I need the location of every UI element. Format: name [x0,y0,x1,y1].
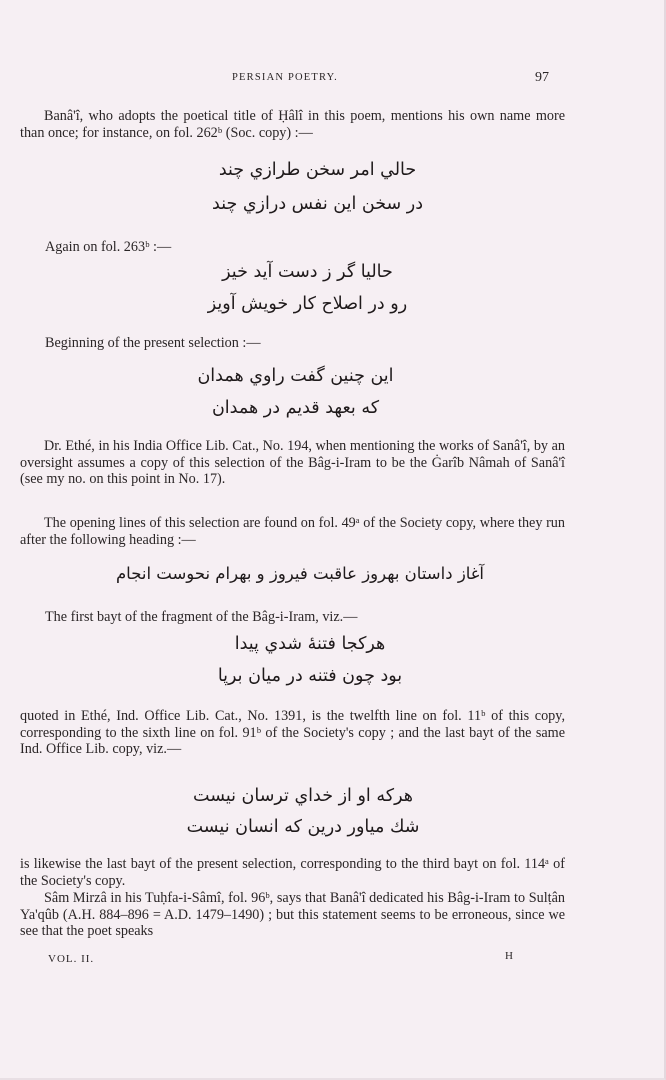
paragraph-hali: Banâ'î, who adopts the poetical title of Ḥâlî in this poem, mentions his own name more than once; for instance, on fol. 262ᵇ (Soc. copy) :— [20,108,565,141]
persian-verse-6b: شك مياور درين که انسان نيست [186,817,420,837]
page-number: 97 [535,70,549,85]
persian-verse-5b: بود چون فتنه در ميان برپا [217,666,403,686]
persian-verse-2b: رو در اصلاح کار خويش آويز [207,294,408,314]
persian-verse-5a: هرکجا فتنهٔ شدي پيدا [234,634,386,654]
paragraph-ethe: Dr. Ethé, in his India Office Lib. Cat., No. 194, when mentioning the works of Sanâ'î, by an oversight assumes a copy of this selection of the Bâg-i-Iram to be the Ġarîb Nâmah of Sanâ'î (see my no. on this point in No. 17). [20,438,565,487]
persian-verse-3b: که بعهد قديم در همدان [211,398,380,418]
persian-verse-1b: در سخن اين نفس درازي چند [212,194,423,214]
persian-verse-1a: حالي امر سخن طرازي چند [218,160,417,180]
label-beginning: Beginning of the present selection :— [45,335,261,351]
paragraph-likewise: is likewise the last bayt of the present selection, corresponding to the third bayt on fol. 114ᵃ of the Society's copy. [20,856,565,889]
label-first-bayt: The first bayt of the fragment of the Bâg-i-Iram, viz.— [45,609,358,625]
persian-heading: آغاز داستان بهروز عاقبت فيروز و بهرام نحوست انجام [115,564,485,583]
volume-mark: VOL. II. [48,953,95,965]
signature-mark: H [505,950,513,962]
persian-verse-2a: حاليا گر ز دست آيد خيز [222,262,393,282]
paragraph-quoted: quoted in Ethé, Ind. Office Lib. Cat., No. 1391, is the twelfth line on fol. 11ᵇ of this copy, corresponding to the sixth line on fol. 91ᵇ of the Society's copy ; and the last bayt of the same Ind. Office Lib. copy, viz.— [20,708,565,757]
persian-verse-6a: هرکه او از خداي ترسان نيست [193,786,413,806]
paragraph-opening-lines: The opening lines of this selection are found on fol. 49ᵃ of the Society copy, where they run after the following heading :— [20,515,565,548]
persian-verse-3a: اين چنين گفت راوي همدان [197,366,394,386]
running-title: PERSIAN POETRY. [232,72,338,83]
label-again: Again on fol. 263ᵇ :— [45,239,172,255]
paragraph-sam-mirza: Sâm Mirzâ in his Tuḥfa-i-Sâmî, fol. 96ᵇ, says that Banâ'î dedicated his Bâg-i-Iram to Sulṭân Ya'qûb (A.H. 884–896 = A.D. 1479–1490) ; but this statement seems to be erroneous, since we see that the poet speaks [20,890,565,939]
